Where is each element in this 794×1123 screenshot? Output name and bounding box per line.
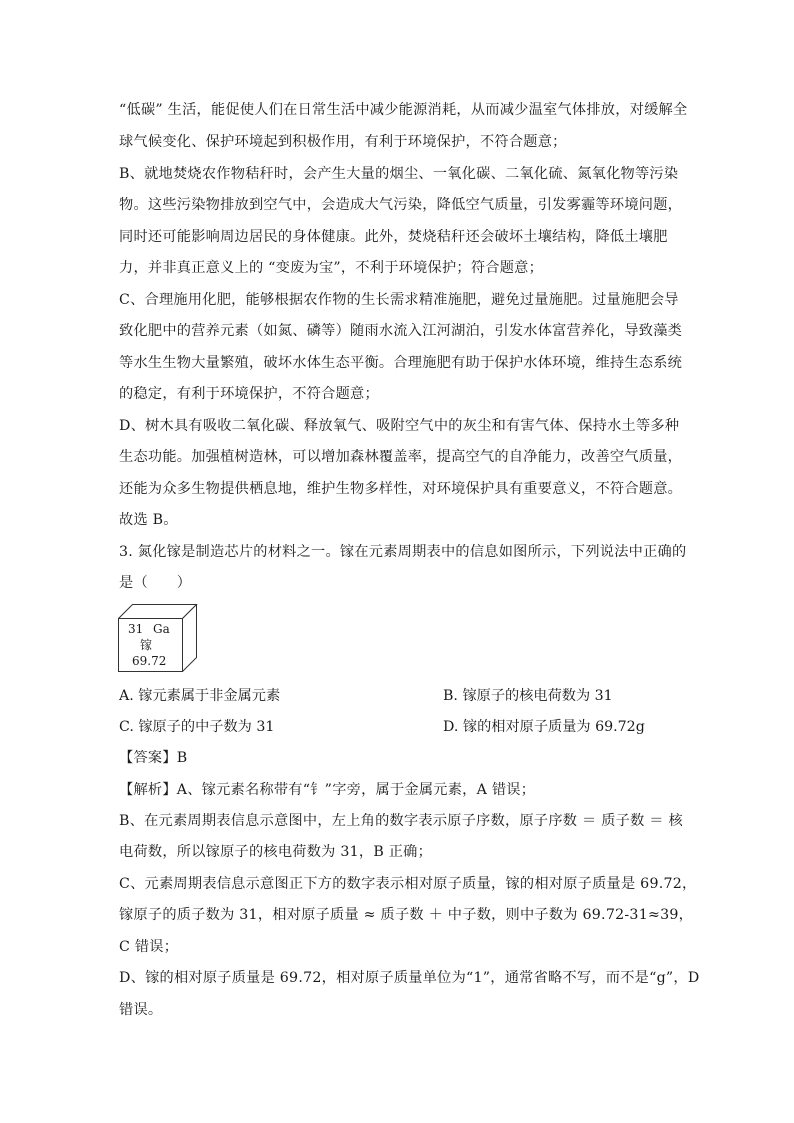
text-line: 物。这些污染物排放到空气中，会造成大气污染，降低空气质量，引发雾霾等环境问题，: [119, 197, 683, 213]
text-line: 的稳定，有利于环境保护，不符合题意；: [119, 386, 379, 402]
option-a: A. 镓元素属于非金属元素: [119, 688, 281, 704]
analysis-line: C、元素周期表信息示意图正下方的数字表示相对原子质量，镓的相对原子质量是 69.72，: [119, 876, 697, 892]
option-c: C. 镓原子的中子数为 31: [119, 719, 275, 735]
analysis-line: C 错误；: [119, 939, 179, 955]
text-line: 生态功能。加强植树造林，可以增加森林覆盖率，提高空气的自净能力，改善空气质量，: [119, 449, 683, 465]
analysis-line: D、镓的相对原子质量是 69.72，相对原子质量单位为“1”，通常省略不写，而不是“g”，D: [119, 970, 700, 986]
atomic-mass: 69.72: [132, 654, 167, 668]
question-stem: 3. 氮化镓是制造芯片的材料之一。镓在元素周期表中的信息如图所示，下列说法中正确的: [119, 544, 687, 560]
option-d: D. 镓的相对原子质量为 69.72g: [443, 719, 645, 735]
text-line: C、合理施用化肥，能够根据农作物的生长需求精准施肥，避免过量施肥。过量施肥会导: [119, 292, 679, 308]
element-name: 镓: [140, 638, 153, 652]
text-line: B、就地焚烧农作物秸秆时，会产生大量的烟尘、一氧化碳、二氧化硫、氮氧化物等污染: [119, 166, 679, 182]
text-line: 等水生生物大量繁殖，破坏水体生态平衡。合理施肥有助于保护水体环境，维持生态系统: [119, 355, 683, 371]
element-symbol: Ga: [153, 622, 170, 636]
answer-label: 【答案】B: [119, 750, 188, 766]
text-line: 球气候变化、保护环境起到积极作用，有利于环境保护，不符合题意；: [119, 134, 567, 150]
text-line: 还能为众多生物提供栖息地，维护生物多样性，对环境保护具有重要意义，不符合题意。: [119, 481, 683, 497]
analysis-line: 电荷数，所以镓原子的核电荷数为 31，B 正确；: [119, 844, 433, 860]
option-b: B. 镓原子的核电荷数为 31: [443, 688, 613, 704]
atomic-number: 31: [128, 622, 144, 636]
element-cell-figure: [118, 604, 198, 672]
question-stem: 是（ ）: [119, 575, 192, 591]
analysis-line: B、在元素周期表信息示意图中，左上角的数字表示原子序数，原子序数 ＝ 质子数 ＝ 核: [119, 813, 683, 829]
text-line: 力，并非真正意义上的 “变废为宝”，不利于环境保护；符合题意；: [119, 260, 544, 276]
analysis-line: 【解析】A、镓元素名称带有“钅”字旁，属于金属元素，A 错误；: [119, 782, 536, 798]
analysis-line: 镓原子的质子数为 31，相对原子质量 ≈ 质子数 ＋ 中子数，则中子数为 69.72-31≈39，: [119, 907, 694, 923]
text-line: 同时还可能影响周边居民的身体健康。此外，焚烧秸秆还会破坏土壤结构，降低土壤肥: [119, 229, 668, 245]
analysis-line: 错误。: [119, 1002, 163, 1018]
text-line: 致化肥中的营养元素（如氮、磷等）随雨水流入江河湖泊，引发水体富营养化，导致藻类: [119, 323, 683, 339]
text-line: “低碳” 生活，能促使人们在日常生活中减少能源消耗，从而减少温室气体排放，对缓解全: [119, 102, 688, 118]
text-line: D、树木具有吸收二氧化碳、释放氧气、吸附空气中的灰尘和有害气体、保持水土等多种: [119, 418, 680, 434]
text-line: 故选 B。: [119, 512, 178, 528]
